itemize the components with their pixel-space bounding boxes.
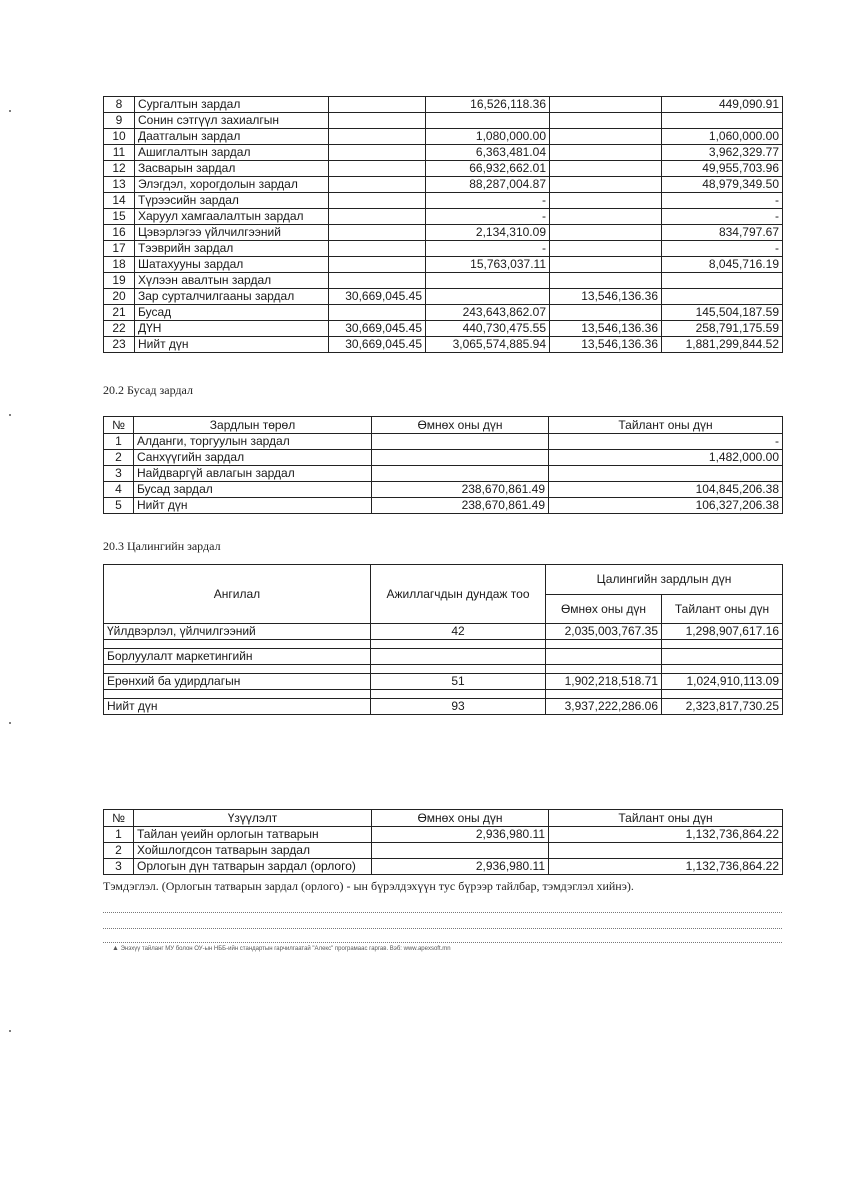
col-header-no: № — [104, 810, 134, 827]
row-value: 30,669,045.45 — [329, 289, 426, 305]
spacer-row — [104, 665, 783, 674]
row-value — [329, 241, 426, 257]
row-value: 13,546,136.36 — [550, 337, 662, 353]
row-value: - — [662, 193, 783, 209]
row-value — [550, 97, 662, 113]
row-value — [329, 257, 426, 273]
row-number: 17 — [104, 241, 135, 257]
spacer-cell — [371, 640, 546, 649]
row-label: Сургалтын зардал — [135, 97, 329, 113]
row-value: 49,955,703.96 — [662, 161, 783, 177]
row-number: 2 — [104, 450, 134, 466]
row-value: - — [426, 241, 550, 257]
table-row — [104, 209, 783, 225]
spacer-cell — [371, 690, 546, 699]
spacer-cell — [104, 690, 371, 699]
row-value: 42 — [371, 624, 546, 640]
row-value — [329, 273, 426, 289]
row-number: 1 — [104, 827, 134, 843]
table-row — [104, 273, 783, 289]
row-value: 238,670,861.49 — [372, 498, 549, 514]
row-value: 93 — [371, 699, 546, 715]
row-value: 1,482,000.00 — [549, 450, 783, 466]
row-value: 1,881,299,844.52 — [662, 337, 783, 353]
row-value — [371, 649, 546, 665]
row-value — [550, 145, 662, 161]
row-number: 18 — [104, 257, 135, 273]
row-value: 2,936,980.11 — [372, 859, 549, 875]
col-header-prev: Өмнөх оны дүн — [372, 810, 549, 827]
section-caption: 20.2 Бусад зардал — [103, 383, 193, 397]
row-value: 258,791,175.59 — [662, 321, 783, 337]
row-value — [329, 97, 426, 113]
note-line — [103, 912, 782, 913]
row-number: 3 — [104, 466, 134, 482]
table-row — [104, 129, 783, 145]
table-row — [104, 289, 783, 305]
table-row — [104, 241, 783, 257]
row-value — [372, 450, 549, 466]
row-value: 145,504,187.59 — [662, 305, 783, 321]
row-value — [550, 257, 662, 273]
row-value — [329, 209, 426, 225]
table-row — [104, 624, 783, 640]
table-row — [104, 97, 783, 113]
row-value: 48,979,349.50 — [662, 177, 783, 193]
col-header-curr: Тайлант оны дүн — [549, 810, 783, 827]
table-row — [104, 257, 783, 273]
row-value — [550, 273, 662, 289]
row-value — [329, 193, 426, 209]
row-value: 3,065,574,885.94 — [426, 337, 550, 353]
table-row — [104, 321, 783, 337]
row-value — [426, 273, 550, 289]
row-value — [550, 161, 662, 177]
row-label: Тээврийн зардал — [135, 241, 329, 257]
table-row — [104, 649, 783, 665]
row-value — [372, 843, 549, 859]
row-value — [329, 145, 426, 161]
row-value: 106,327,206.38 — [549, 498, 783, 514]
row-number: 13 — [104, 177, 135, 193]
spacer-cell — [546, 665, 662, 674]
row-value: - — [426, 209, 550, 225]
row-value: 16,526,118.36 — [426, 97, 550, 113]
row-label: Харуул хамгаалалтын зардал — [135, 209, 329, 225]
row-value: 834,797.67 — [662, 225, 783, 241]
row-value — [549, 466, 783, 482]
table-row — [104, 699, 783, 715]
table-row — [104, 498, 783, 514]
row-value — [426, 289, 550, 305]
row-value: 1,132,736,864.22 — [549, 827, 783, 843]
row-value: 1,132,736,864.22 — [549, 859, 783, 875]
row-number: 16 — [104, 225, 135, 241]
row-value: 2,035,003,767.35 — [546, 624, 662, 640]
spacer-cell — [662, 690, 783, 699]
row-value: - — [662, 209, 783, 225]
row-number: 23 — [104, 337, 135, 353]
row-value: 1,060,000.00 — [662, 129, 783, 145]
row-value: 51 — [371, 674, 546, 690]
row-label: Даатгалын зардал — [135, 129, 329, 145]
expense-table — [103, 96, 783, 353]
row-number: 4 — [104, 482, 134, 498]
table-header-row — [104, 810, 783, 827]
row-value: 2,936,980.11 — [372, 827, 549, 843]
row-label: Тайлан үеийн орлогын татварын — [134, 827, 372, 843]
table-row — [104, 193, 783, 209]
row-number: 1 — [104, 434, 134, 450]
row-value — [662, 273, 783, 289]
table-row — [104, 337, 783, 353]
row-value: 30,669,045.45 — [329, 337, 426, 353]
row-label: Үйлдвэрлэл, үйлчилгээний — [104, 624, 371, 640]
spacer-cell — [104, 665, 371, 674]
row-value: 1,902,218,518.71 — [546, 674, 662, 690]
row-number: 22 — [104, 321, 135, 337]
row-value — [426, 113, 550, 129]
row-number: 10 — [104, 129, 135, 145]
margin-mark — [9, 110, 11, 112]
row-number: 3 — [104, 859, 134, 875]
footer-text — [112, 945, 451, 952]
row-label: Ашиглалтын зардал — [135, 145, 329, 161]
row-label: Нийт дүн — [134, 498, 372, 514]
row-value: 2,323,817,730.25 — [662, 699, 783, 715]
row-label: Сонин сэтгүүл захиалгын — [135, 113, 329, 129]
table-row — [104, 305, 783, 321]
table-header-row — [104, 565, 783, 595]
row-value — [549, 843, 783, 859]
row-value: 3,962,329.77 — [662, 145, 783, 161]
row-value — [329, 161, 426, 177]
row-value: 3,937,222,286.06 — [546, 699, 662, 715]
row-label: Цэвэрлэгээ үйлчилгээний — [135, 225, 329, 241]
table-row — [104, 482, 783, 498]
row-value: 1,024,910,113.09 — [662, 674, 783, 690]
row-label: Бусад — [135, 305, 329, 321]
table-row — [104, 466, 783, 482]
note-line — [103, 942, 782, 943]
row-label: Элэгдэл, хорогдолын зардал — [135, 177, 329, 193]
spacer-cell — [371, 665, 546, 674]
row-value — [550, 305, 662, 321]
col-header-type: Зардлын төрөл — [134, 417, 372, 434]
row-number: 5 — [104, 498, 134, 514]
row-value — [550, 129, 662, 145]
row-number: 11 — [104, 145, 135, 161]
row-value — [550, 177, 662, 193]
row-value — [329, 225, 426, 241]
section-caption: 20.3 Цалингийн зардал — [103, 539, 221, 553]
row-value — [550, 193, 662, 209]
spacer-cell — [662, 665, 783, 674]
table-row — [104, 113, 783, 129]
spacer-cell — [546, 640, 662, 649]
col-header-item: Үзүүлэлт — [134, 810, 372, 827]
row-value — [329, 177, 426, 193]
col-header-no: № — [104, 417, 134, 434]
row-number: 9 — [104, 113, 135, 129]
col-header-salary: Цалингийн зардлын дүн — [546, 565, 783, 595]
row-value: 8,045,716.19 — [662, 257, 783, 273]
row-label: Алданги, торгуулын зардал — [134, 434, 372, 450]
row-label: Түрээсийн зардал — [135, 193, 329, 209]
row-number: 14 — [104, 193, 135, 209]
row-value — [550, 113, 662, 129]
note-text: Тэмдэглэл. (Орлогын татварын зардал (орлого) - ын бүрэлдэхүүн тус бүрээр тайлбар, тэмдэглэл хийнэ). — [103, 879, 634, 893]
row-value — [550, 241, 662, 257]
row-number: 15 — [104, 209, 135, 225]
margin-mark — [9, 1030, 11, 1032]
row-label: Борлуулалт маркетингийн — [104, 649, 371, 665]
row-value: 243,643,862.07 — [426, 305, 550, 321]
col-header-prev: Өмнөх оны дүн — [372, 417, 549, 434]
row-value: 30,669,045.45 — [329, 321, 426, 337]
row-value — [372, 434, 549, 450]
row-label: Засварын зардал — [135, 161, 329, 177]
row-label: Нийт дүн — [104, 699, 371, 715]
spacer-cell — [662, 640, 783, 649]
row-label: Ерөнхий ба удирдлагын — [104, 674, 371, 690]
salary-table — [103, 564, 783, 715]
row-value: 440,730,475.55 — [426, 321, 550, 337]
row-value: 2,134,310.09 — [426, 225, 550, 241]
col-header-curr: Тайлант оны дүн — [662, 594, 783, 624]
income-tax-table — [103, 809, 783, 875]
row-value — [662, 649, 783, 665]
table-row — [104, 859, 783, 875]
row-value — [550, 225, 662, 241]
col-header-prev: Өмнөх оны дүн — [546, 594, 662, 624]
row-label: ДҮН — [135, 321, 329, 337]
row-number: 20 — [104, 289, 135, 305]
row-value — [329, 305, 426, 321]
spacer-cell — [546, 690, 662, 699]
row-number: 2 — [104, 843, 134, 859]
table-row — [104, 827, 783, 843]
col-header-category: Ангилал — [104, 565, 371, 624]
row-label: Нийт дүн — [135, 337, 329, 353]
col-header-avg: Ажиллагчдын дундаж тоо — [371, 565, 546, 624]
row-label: Санхүүгийн зардал — [134, 450, 372, 466]
table-row — [104, 674, 783, 690]
table-row — [104, 145, 783, 161]
table-header-row — [104, 417, 783, 434]
margin-mark — [9, 414, 11, 416]
row-value: 1,298,907,617.16 — [662, 624, 783, 640]
row-number: 21 — [104, 305, 135, 321]
row-value — [550, 209, 662, 225]
row-value: 13,546,136.36 — [550, 321, 662, 337]
row-value: 15,763,037.11 — [426, 257, 550, 273]
row-value — [662, 113, 783, 129]
col-header-curr: Тайлант оны дүн — [549, 417, 783, 434]
other-expense-table — [103, 416, 783, 514]
table-row — [104, 843, 783, 859]
footer-label: Энэхүү тайланг МУ болон ОУ-ын НББ-ийн стандартын гарчилгаатай "Алекс" програмаас гаргав. Вэб: www.apexsoft.mn — [120, 946, 451, 952]
row-label: Шатахууны зардал — [135, 257, 329, 273]
row-number: 12 — [104, 161, 135, 177]
apex-logo-icon: ▲ — [112, 945, 119, 952]
table-row — [104, 225, 783, 241]
row-number: 8 — [104, 97, 135, 113]
note-line — [103, 928, 782, 929]
row-value — [372, 466, 549, 482]
spacer-row — [104, 690, 783, 699]
row-value: 104,845,206.38 — [549, 482, 783, 498]
row-value: 66,932,662.01 — [426, 161, 550, 177]
row-value: 13,546,136.36 — [550, 289, 662, 305]
table-row — [104, 450, 783, 466]
row-label: Найдваргүй авлагын зардал — [134, 466, 372, 482]
margin-mark — [9, 722, 11, 724]
row-label: Хойшлогдсон татварын зардал — [134, 843, 372, 859]
table-row — [104, 161, 783, 177]
row-value: 449,090.91 — [662, 97, 783, 113]
row-value — [546, 649, 662, 665]
row-value — [662, 289, 783, 305]
row-value: - — [549, 434, 783, 450]
row-label: Бусад зардал — [134, 482, 372, 498]
row-label: Хүлээн авалтын зардал — [135, 273, 329, 289]
row-value — [329, 129, 426, 145]
table-row — [104, 434, 783, 450]
row-value: - — [662, 241, 783, 257]
row-value — [329, 113, 426, 129]
row-label: Зар сурталчилгааны зардал — [135, 289, 329, 305]
table-row — [104, 177, 783, 193]
row-label: Орлогын дүн татварын зардал (орлого) — [134, 859, 372, 875]
row-number: 19 — [104, 273, 135, 289]
row-value: 238,670,861.49 — [372, 482, 549, 498]
row-value: - — [426, 193, 550, 209]
row-value: 6,363,481.04 — [426, 145, 550, 161]
spacer-row — [104, 640, 783, 649]
row-value: 1,080,000.00 — [426, 129, 550, 145]
spacer-cell — [104, 640, 371, 649]
row-value: 88,287,004.87 — [426, 177, 550, 193]
